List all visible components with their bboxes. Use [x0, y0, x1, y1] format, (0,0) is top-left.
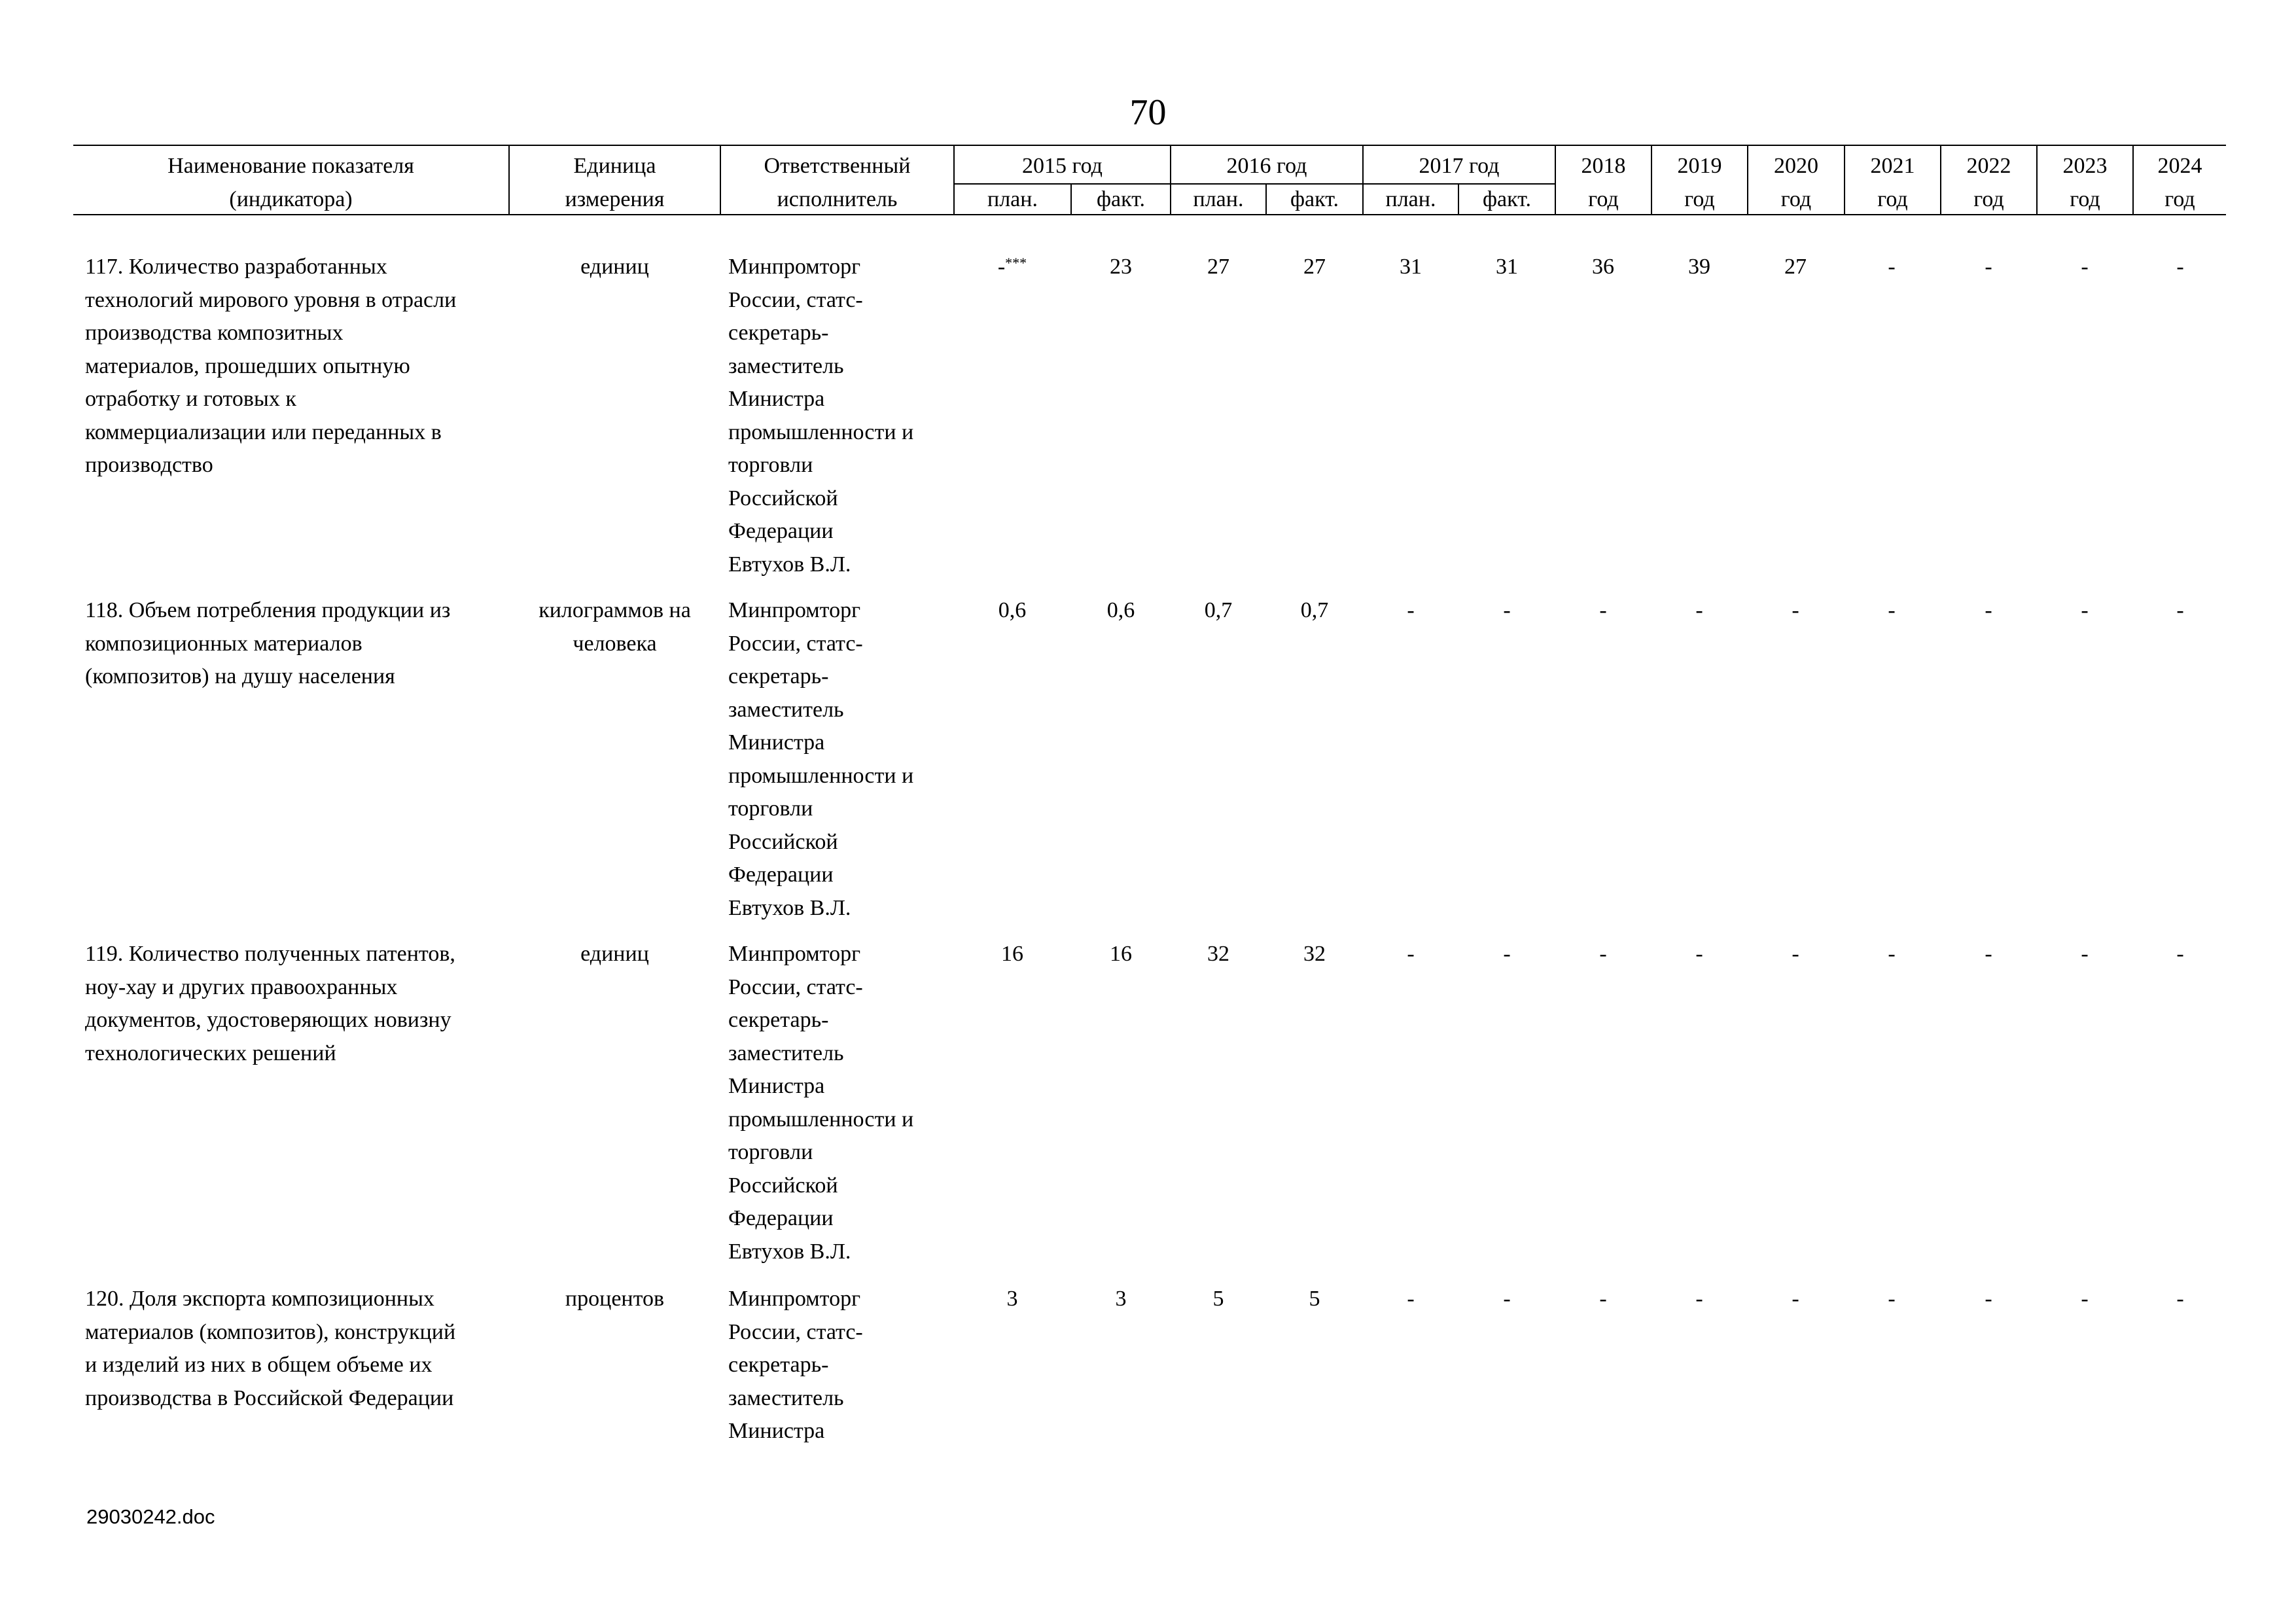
value-2019: 39	[1688, 255, 1710, 279]
value-2016-plan: 27	[1207, 255, 1229, 279]
value-2024: -	[2176, 1287, 2184, 1311]
header-indicator-name: Наименование показателя (индикатора)	[168, 154, 414, 211]
value-text: 0,6	[998, 598, 1027, 622]
value-2019: -	[1695, 598, 1703, 622]
indicator-name: 119. Количество полученных патентов, ноу-хау и других правоохранных документов, удостоверяющих новизну технологических решений	[85, 942, 455, 1065]
value-2020: -	[1792, 598, 1799, 622]
unit-of-measure: единиц	[580, 942, 649, 966]
value-2024: -	[2176, 942, 2184, 966]
value-2024: -	[2176, 255, 2184, 279]
footnote-mark: ***	[1005, 255, 1027, 271]
document-filename: 29030242.doc	[86, 1505, 215, 1528]
indicator-name: 117. Количество разработанных технологий мирового уровня в отрасли производства композитных материалов, прошедших опытную отработку и готовых к коммерциализации или переданных в производство	[85, 255, 457, 477]
value-2016-plan: 5	[1212, 1287, 1224, 1311]
value-2020: -	[1792, 1287, 1799, 1311]
value-2022: -	[1985, 598, 1992, 622]
value-2016-fact: 5	[1309, 1287, 1320, 1311]
value-2023: -	[2081, 598, 2089, 622]
value-2024: -	[2176, 598, 2184, 622]
header-year-2016: 2016 год	[1226, 154, 1307, 178]
value-2019: -	[1695, 942, 1703, 966]
header-year-2022: 2022 год	[1966, 154, 2011, 211]
value-2022: -	[1985, 942, 1992, 966]
value-2015-fact: 23	[1110, 255, 1132, 279]
header-year-2019: 2019 год	[1677, 154, 1722, 211]
unit-of-measure: килограммов на человека	[539, 598, 691, 656]
value-2016-plan: 32	[1207, 942, 1229, 966]
responsible-executor: Минпромторг России, статс- секретарь- заместитель Министра промышленности и торговли Российской Федерации Евтухов В.Л.	[728, 942, 914, 1264]
responsible-executor: Минпромторг России, статс- секретарь- заместитель Министра промышленности и торговли Российской Федерации Евтухов В.Л.	[728, 598, 914, 920]
value-2015-fact: 0,6	[1106, 598, 1135, 622]
value-2021: -	[1888, 942, 1896, 966]
value-2020: 27	[1784, 255, 1807, 279]
page-number: 70	[1129, 92, 1167, 133]
value-2018: -	[1599, 598, 1607, 622]
unit-of-measure: процентов	[565, 1287, 665, 1311]
header-2017-fact: факт.	[1483, 187, 1531, 211]
responsible-executor: Минпромторг России, статс- секретарь- заместитель Министра	[728, 1287, 863, 1443]
value-2017-fact: -	[1503, 1287, 1511, 1311]
value-2015-plan	[973, 251, 1051, 284]
header-2016-plan: план.	[1193, 187, 1244, 211]
value-2022: -	[1985, 1287, 1992, 1311]
header-year-2021: 2021 год	[1870, 154, 1915, 211]
value-2018: 36	[1592, 255, 1614, 279]
value-2023: -	[2081, 942, 2089, 966]
value-2016-fact: 0,7	[1300, 598, 1329, 622]
value-2020: -	[1792, 942, 1799, 966]
unit-of-measure: единиц	[580, 255, 649, 279]
value-2015-plan	[973, 594, 1051, 628]
header-2015-fact: факт.	[1097, 187, 1145, 211]
value-2017-fact: 31	[1496, 255, 1518, 279]
header-year-2018: 2018 год	[1581, 154, 1626, 211]
value-text: 3	[1006, 1287, 1018, 1311]
value-2021: -	[1888, 1287, 1896, 1311]
value-2015-fact: 16	[1110, 942, 1132, 966]
header-2017-plan: план.	[1385, 187, 1436, 211]
value-2016-plan: 0,7	[1204, 598, 1233, 622]
value-2015-plan	[973, 938, 1051, 971]
header-unit: Единица измерения	[565, 154, 665, 211]
value-2023: -	[2081, 1287, 2089, 1311]
value-2015-fact: 3	[1115, 1287, 1127, 1311]
value-2017-plan: 31	[1400, 255, 1422, 279]
value-2023: -	[2081, 255, 2089, 279]
header-year-2017: 2017 год	[1419, 154, 1500, 178]
value-2018: -	[1599, 942, 1607, 966]
header-year-2020: 2020 год	[1774, 154, 1818, 211]
header-year-2015: 2015 год	[1022, 154, 1103, 178]
value-2021: -	[1888, 598, 1896, 622]
indicator-name: 120. Доля экспорта композиционных материалов (композитов), конструкций и изделий из них в общем объеме их производства в Российской Федерации	[85, 1287, 456, 1410]
value-2017-plan: -	[1407, 1287, 1415, 1311]
value-2022: -	[1985, 255, 1992, 279]
header-year-2023: 2023 год	[2062, 154, 2108, 211]
value-2017-fact: -	[1503, 942, 1511, 966]
value-text: -	[997, 255, 1006, 279]
value-2017-plan: -	[1407, 598, 1415, 622]
value-text: 16	[1001, 942, 1023, 966]
value-2018: -	[1599, 1287, 1607, 1311]
value-2016-fact: 32	[1303, 942, 1326, 966]
header-2015-plan: план.	[987, 187, 1038, 211]
header-executor: Ответственный исполнитель	[764, 154, 911, 211]
value-2015-plan	[973, 1283, 1051, 1316]
indicator-name: 118. Объем потребления продукции из композиционных материалов (композитов) на душу населения	[85, 598, 451, 688]
value-2019: -	[1695, 1287, 1703, 1311]
header-year-2024: 2024 год	[2157, 154, 2202, 211]
responsible-executor: Минпромторг России, статс- секретарь- заместитель Министра промышленности и торговли Российской Федерации Евтухов В.Л.	[728, 255, 914, 577]
value-2021: -	[1888, 255, 1896, 279]
header-2016-fact: факт.	[1290, 187, 1339, 211]
value-2017-fact: -	[1503, 598, 1511, 622]
value-2017-plan: -	[1407, 942, 1415, 966]
value-2016-fact: 27	[1303, 255, 1326, 279]
